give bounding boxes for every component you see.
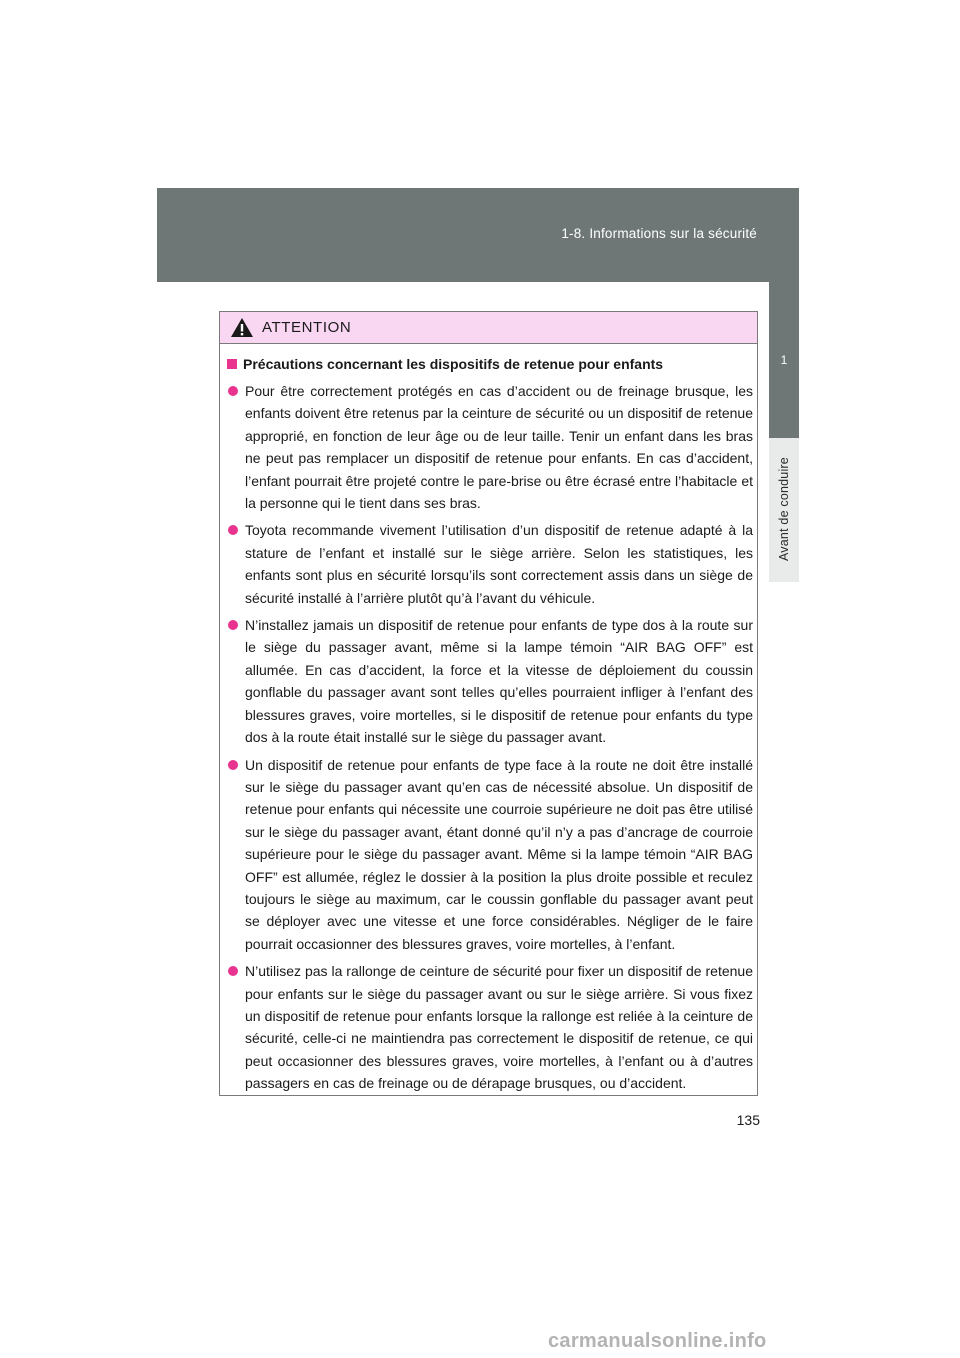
bullet-dot-icon bbox=[228, 966, 238, 976]
bullet-dot-icon bbox=[228, 620, 238, 630]
bullet-dot-icon bbox=[228, 760, 238, 770]
warning-title: ATTENTION bbox=[262, 319, 352, 336]
square-bullet-icon bbox=[227, 359, 237, 369]
chapter-label: Avant de conduire bbox=[777, 457, 791, 562]
list-item-text: Toyota recommande vivement l’utilisation d’un dispositif de retenue adapté à la stature de l’enfant et installé sur le siège arrière. Selon les statistiques, les enfants sont plus en sécurité lorsqu’ils sont correctement assis dans un siège de sécurité installé à l’arrière plutôt qu’à l’avant du véhicule. bbox=[245, 522, 753, 606]
bullet-dot-icon bbox=[228, 525, 238, 535]
list-item bbox=[227, 380, 753, 514]
section-title: 1-8. Informations sur la sécurité bbox=[561, 226, 757, 241]
list-item-text: Pour être correctement protégés en cas d’accident ou de freinage brusque, les enfants doivent être retenus par la ceinture de sécurité ou un dispositif de retenue approprié, en fonction de leur âge ou de leur taille. Tenir un enfant dans les bras ne peut pas remplacer un dispositif de retenue pour enfants. En cas d’accident, l’enfant pourrait être projeté contre le pare-brise ou être écrasé entre l’habitacle et la personne qui le tient dans ses bras. bbox=[245, 383, 753, 512]
chapter-number: 1 bbox=[769, 282, 799, 438]
section-header-band bbox=[157, 188, 799, 282]
list-item bbox=[227, 519, 753, 609]
page-number: 135 bbox=[736, 1112, 760, 1128]
list-item-text: N’utilisez pas la rallonge de ceinture de sécurité pour fixer un dispositif de retenue pour enfants sur le siège du passager avant ou sur le siège arrière. Si vous fixez un dispositif de retenue pour enfants lorsque la rallonge est reliée à la ceinture de sécurité, celle-ci ne maintiendra pas correctement le dispositif de retenue, ce qui peut occasionner des blessures graves, voire mortelles, à l’enfant ou à d’autres passagers en cas de freinage ou de dérapage brusques, ou d’accident. bbox=[245, 963, 753, 1092]
section-heading bbox=[227, 354, 753, 374]
list-item bbox=[227, 960, 753, 1094]
list-item bbox=[227, 754, 753, 956]
list-item bbox=[227, 614, 753, 748]
warning-triangle-icon bbox=[230, 317, 254, 338]
list-item-text: N’installez jamais un dispositif de retenue pour enfants de type dos à la route sur le siège du passager avant, même si la lampe témoin “AIR BAG OFF” est allumée. En cas d’accident, la force et la vitesse de déploiement du coussin gonflable du passager avant sont telles qu’elles pourraient infliger à l’enfant des blessures graves, voire mortelles, si le dispositif de retenue pour enfants du type dos à la route était installé sur le siège du passager avant. bbox=[245, 617, 753, 746]
watermark-link[interactable]: carmanualsonline.info bbox=[548, 1330, 767, 1352]
warning-header bbox=[220, 312, 757, 344]
warning-body bbox=[220, 344, 757, 1095]
list-item-text: Un dispositif de retenue pour enfants de type face à la route ne doit être installé sur le siège du passager avant qu’en cas de nécessité absolue. Un dispositif de retenue pour enfants qui nécessite une courroie supérieure ne doit pas être utilisé sur le siège du passager avant, étant donné qu’il n’y a pas d’ancrage de courroie supérieure pour le siège du passager avant. Même si la lampe témoin “AIR BAG OFF” est allumée, réglez le dossier à la position la plus droite possible et reculez toujours le siège au maximum, car le coussin gonflable du passager avant peut se déployer avec une vitesse et une force considérables. Négliger de le faire pourrait occasionner des blessures graves, voire mortelles, à l’enfant. bbox=[245, 756, 753, 952]
chapter-side-tab bbox=[769, 282, 799, 582]
section-heading-text: Précautions concernant les dispositifs de retenue pour enfants bbox=[243, 356, 664, 372]
warning-box bbox=[219, 311, 758, 1096]
bullet-dot-icon bbox=[228, 386, 238, 396]
